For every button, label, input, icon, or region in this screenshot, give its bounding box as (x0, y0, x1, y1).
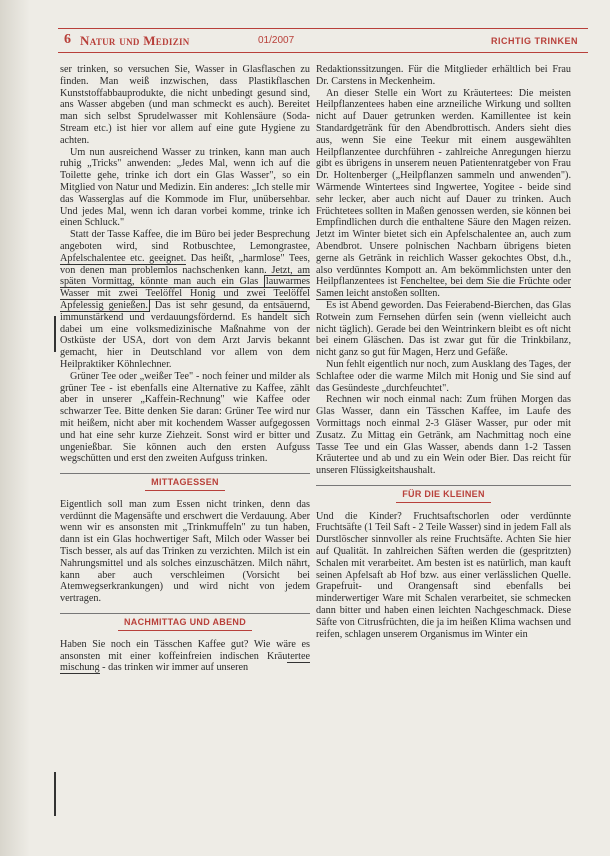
section-label: RICHTIG TRINKEN (491, 36, 578, 46)
underlined-text: tertee mischung (60, 650, 310, 674)
paragraph: Nun fehlt eigentlich nur noch, zum Ausklang des Tages, der Schlaftee oder die warme Milch mit Honig und Sie sind auf das Gesündeste „durchfeuchtet". (316, 358, 571, 394)
paragraph: ser trinken, so versuchen Sie, Wasser in Glasflaschen zu finden. Man weiß inzwischen, dass Plastikflaschen Kunststoffabbauprodukte, die nicht unbedingt gesund sind, ans Wasser abgeben (und man schmeckt es auch). Bereitet man sich selbst Sprudelwasser mit Kohlensäure (Soda-Stream etc.) ist hier vor allem auf eine gute Hygiene zu achten. (60, 64, 310, 146)
paragraph: Rechnen wir noch einmal nach: Zum frühen Morgen das Glas Wasser, dann ein Tässchen Kaffee, im Laufe des Vormittags noch einmal 2-3 Gläser Wasser, pur oder mit Zusatz. Zu Mittag ein Getränk, am Nachmittag noch eine Tasse Tee und ein Glas Wasser, abends dann 1-2 Tassen Kräutertee und ab und zu ein Wein oder Bier. Das reicht für unseren Flüssigkeitshaushalt. (316, 394, 571, 477)
subheading-label: MITTAGESSEN (145, 477, 225, 491)
page-number: 6 (64, 32, 71, 47)
text-run: Statt der Tasse Kaffee, die im Büro bei jeder Besprechung angeboten wird, sind Rotbuschtee, Lemongrastee, (60, 229, 310, 252)
underlined-text: entsäuernd (263, 299, 308, 311)
subheading (60, 613, 310, 631)
margin-pen-mark (54, 316, 56, 352)
paragraph: Um nun ausreichend Wasser zu trinken, kann man auch ruhig „Tricks" anwenden: „Jedes Mal, wenn ich auf die Toilette gehe, trinke ich dort ein Glas Wasser", so ein Mitglied von Natur und Medizin. Ein anderes: „Ich stelle mir das Wasserglas auf die Kommode im Flur, unübersehbar. Und jedes Mal, wenn ich daran vorbei komme, trinke ich einen Schluck." (60, 146, 310, 229)
margin-pen-mark (54, 772, 56, 816)
top-rule (58, 28, 588, 29)
paragraph (60, 639, 310, 674)
paragraph: Redaktionssitzungen. Für die Mitglieder erhältlich bei Frau Dr. Carstens in Meckenheim. (316, 64, 571, 87)
subheading (316, 485, 571, 503)
text-run: anstoßen sollten. (368, 288, 440, 300)
page-header (58, 31, 588, 53)
scan-shadow (0, 0, 30, 856)
subheading (60, 473, 310, 491)
boxed-text: lauwarmes Wasser mit zwei Teelöffel Honig und zwei Teelöffel Apfelessig genießen. (60, 276, 310, 311)
paragraph: Und die Kinder? Fruchtsaftschorlen oder verdünnte Fruchtsäfte (1 Teil Saft - 2 Teile Wasser) sind in jedem Fall als Durstlöscher sinnvoller als reine Fruchtsäfte. Achten Sie hier auf Qualität. In zahlreichen Säften werden die (gespritzten) Schalen mit verarbeitet. Am besten ist es natürlich, man kauft seinen Apfelsaft ab Hof bzw. aus einer verlässlichen Quelle. Grapefruit- und Orangensaft sind ebenfalls bei minderwertiger Ware mit Schalen verarbeitet, sie schmecken dann bitter und haben einen leichten Nachgeschmack. Diese Säfte von Citrusfrüchten, die ja im heißen Klima wachsen und reifen, schlagen unserem Organismus im Winter ein (316, 510, 571, 640)
text-run: Das heißt, „harmlose" Tees, von denen man problemlos nachschenken kann. Jetzt, am späten Vormittag, könnte man auch ein Glas (60, 252, 310, 288)
paragraph: Grüner Tee oder „weißer Tee" - noch feiner und milder als grüner Tee - ist ebenfalls eine Alternative zu Kaffee, zählt aber in unserer „Kaffein-Rechnung" wie Kaffee oder schwarzer Tee. Bitte denken Sie daran: Grüner Tee wird nur mit heißem, nicht aber mit kochendem Wasser aufgegossen und hat eine sehr kurze Ziehzeit. Sonst wird er bitter und ungenießbar. Sie können auch den ersten Aufguss wegschütten und erst den zweiten Aufguss trinken. (60, 370, 310, 465)
underlined-text: Fencheltee, bei dem Sie die Früchte oder Samen leicht (316, 276, 571, 300)
text-run: Haben Sie noch ein Tässchen Kaffee gut? Wie wäre es ansonsten mit einer koffeinfreien indischen Kräu (60, 638, 310, 662)
text-run: - das trinken wir immer auf unseren (99, 662, 249, 674)
magazine-title: Natur und Medizin (80, 33, 190, 48)
underlined-text: Apfelschalentee etc. geeignet. (60, 252, 187, 264)
right-column (316, 64, 571, 640)
paragraph: Eigentlich soll man zum Essen nicht trinken, denn das verdünnt die Magensäfte und erschwert die Verdauung. Aber wenn wir es ansonsten mit „Trinkmuffeln" zu tun haben, dann ist ein Glas hochwertiger Saft, Milch oder Wasser bei Tisch besser, als auf das Trinken zu verzichten. Milch ist ein Nahrungsmittel und als solches einzuschätzen. Milch nährt, kann aber auch verschleimen (Vorsicht bei Atemwegserkrankungen) und wird nicht von jedem vertragen. (60, 498, 310, 605)
text-run: , immunstärkend und verdauungsfördernd. Es handelt sich dabei um eine volksmedizinische Maßnahme von der Ostküste der USA, dort von dem Arzt Jarvis bekannt gemacht, hier in Deutschland vor allem von dem Heilpraktiker Köhnlechner. (60, 299, 311, 370)
paragraph: Es ist Abend geworden. Das Feierabend-Bierchen, das Glas Rotwein zum Fernsehen dürfen sein (wenn vielleicht auch nicht täglich). Gerade bei den Weintrinkern bleibt es oft nicht bei einem Gläschen. Das ist zwar gut für die Trinkbilanz, nicht ganz so gut für Magen, Herz und Gefäße. (316, 299, 571, 359)
header-rule (58, 52, 588, 53)
subheading-label: FÜR DIE KLEINEN (396, 489, 491, 503)
issue-label: 01/2007 (258, 35, 295, 46)
text-run: An dieser Stelle ein Wort zu Kräutertees: Die meisten Heilpflanzentees haben eine arzneiliche Wirkung und sollten nicht auf Dauer getrunken werden. Kamillentee ist kein Standardgetränk für den Abendbrottisch. Anders sieht dies aus, wenn Sie eine Teekur mit einem ausgewählten Heilpflanzentee durchführen - zahlreiche Anregungen hierzu gibt es übrigens in unserem neuen Patientenratgeber von Frau Dr. Holtenberger („Heilpflanzen sammeln und anwenden"). Wärmende Wintertees sind Ingwertee, Yogitee - beide sind sehr lecker, aber auch nicht auf Dauer zu trinken. Auch Früchtetees sollten in Maßen genossen werden, sie können bei Empfindlichen durch die enthaltene Säure den Magen reizen. Jetzt im Winter bietet sich ein Apfelschalentee an, auch zum Abendbrot. Unsere polnischen Nachbarn übrigens bieten gerne als Getränk in reichlich Wasser gekochtes Obst, d.h., also verdünntes Kompott an. Am bekömmlichsten unter den Heilpflanzentees ist (316, 87, 571, 288)
text-run: Das ist sehr gesund, da (149, 299, 264, 311)
paragraph (316, 88, 571, 300)
left-column (60, 64, 310, 674)
subheading-label: NACHMITTAG UND ABEND (118, 617, 252, 631)
paragraph (60, 229, 310, 371)
